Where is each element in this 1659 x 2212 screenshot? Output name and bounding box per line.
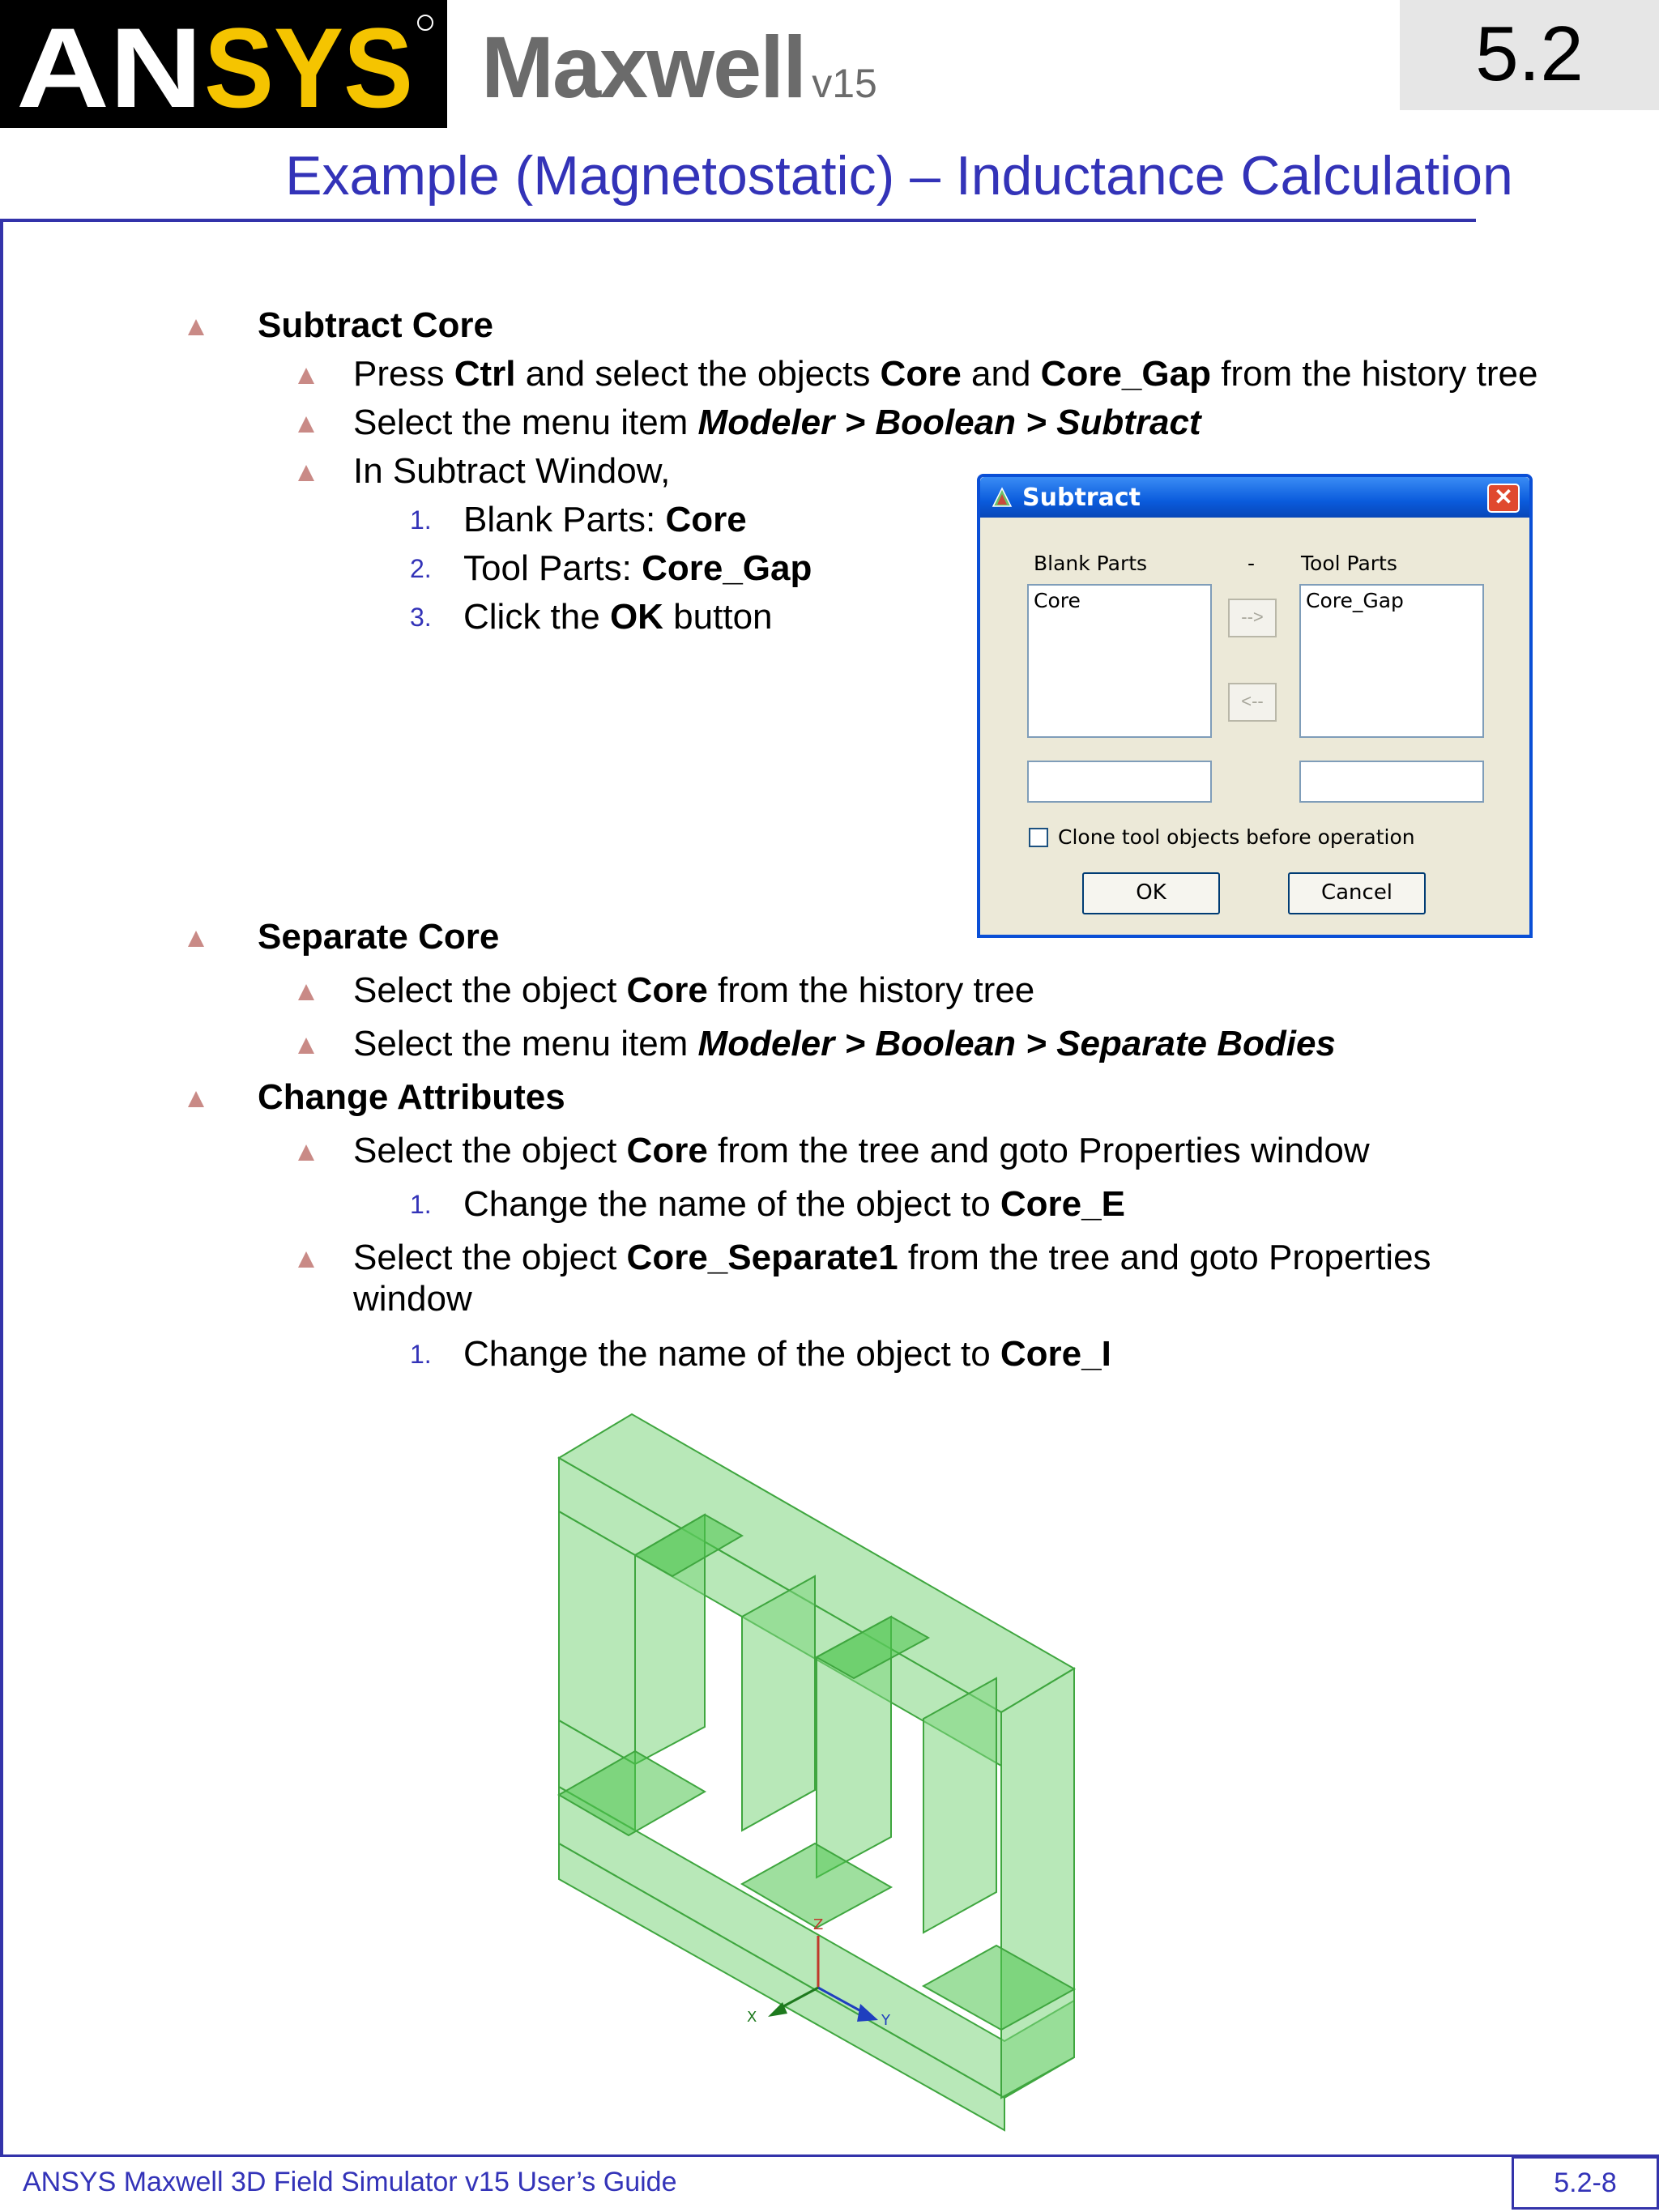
subtract-step-menu: Select the menu item Modeler > Boolean > Subtract — [353, 403, 1201, 442]
bullet-icon — [188, 1091, 204, 1107]
step-tool-parts: Tool Parts: Core_Gap — [463, 548, 812, 588]
svg-text:AN: AN — [16, 4, 203, 128]
blank-parts-list[interactable] — [1027, 584, 1212, 738]
footer-guide-title: ANSYS Maxwell 3D Field Simulator v15 User’s Guide — [23, 2167, 677, 2197]
dialog-titlebar[interactable] — [980, 477, 1529, 518]
separate-step-select: Select the object Core from the history tree — [353, 970, 1035, 1010]
cancel-button[interactable]: Cancel — [1288, 872, 1426, 914]
move-left-button[interactable]: <-- — [1228, 683, 1277, 722]
footer-rule — [0, 2154, 1659, 2157]
step-blank-parts: Blank Parts: Core — [463, 500, 747, 539]
product-version: v15 — [812, 61, 877, 106]
bullet-icon — [298, 1144, 314, 1161]
list-item[interactable]: Core_Gap — [1306, 589, 1404, 612]
rename-core-i: Change the name of the object to Core_I — [463, 1334, 1111, 1374]
bullet-icon — [298, 368, 314, 384]
move-right-button[interactable]: --> — [1228, 599, 1277, 637]
axis-x-label: X — [747, 2009, 757, 2026]
bullet-icon — [188, 319, 204, 335]
section-number: 5.2 — [1475, 11, 1584, 97]
subtract-step-ctrl: Press Ctrl and select the objects Core and Core_Gap from the history tree — [353, 354, 1538, 394]
heading-separate-core: Separate Core — [258, 917, 500, 957]
clone-checkbox[interactable] — [1029, 828, 1048, 847]
page-number: 5.2-8 — [1512, 2156, 1659, 2210]
svg-text:SYS: SYS — [204, 4, 413, 128]
blank-parts-field[interactable] — [1027, 761, 1212, 803]
list-item[interactable]: Core — [1034, 589, 1081, 612]
close-icon[interactable]: ✕ — [1487, 484, 1520, 513]
bullet-icon — [298, 416, 314, 433]
axis-z-label: Z — [813, 1916, 824, 1933]
step-number: 3. — [410, 603, 432, 632]
dash-label: - — [1247, 552, 1256, 575]
tool-parts-list[interactable] — [1299, 584, 1484, 738]
separate-step-menu: Select the menu item Modeler > Boolean > Separate Bodies — [353, 1024, 1336, 1063]
clone-label: Clone tool objects before operation — [1058, 825, 1415, 849]
product-name-text: Maxwell — [481, 18, 806, 116]
tool-parts-field[interactable] — [1299, 761, 1484, 803]
subtract-dialog — [977, 474, 1533, 938]
bullet-icon — [298, 984, 314, 1000]
step-click-ok: Click the OK button — [463, 597, 773, 637]
bullet-icon — [188, 931, 204, 947]
attributes-step-core: Select the object Core from the tree and goto Properties window — [353, 1131, 1370, 1170]
bullet-icon — [298, 1038, 314, 1054]
rename-core-e: Change the name of the object to Core_E — [463, 1184, 1125, 1224]
heading-subtract-core: Subtract Core — [258, 305, 493, 345]
dialog-title: Subtract — [1022, 484, 1141, 512]
attributes-step-separate1: Select the object Core_Separate1 from the tree and goto Properties — [353, 1238, 1431, 1277]
step-number: 2. — [410, 554, 432, 583]
axis-y-label: Y — [881, 2012, 890, 2029]
ansys-logo — [0, 0, 447, 128]
blank-parts-label: Blank Parts — [1034, 552, 1148, 575]
bullet-icon — [298, 1251, 314, 1268]
tool-parts-label: Tool Parts — [1301, 552, 1397, 575]
product-name — [481, 16, 877, 117]
bullet-icon — [298, 465, 314, 481]
subtract-step-window: In Subtract Window, — [353, 451, 671, 491]
heading-change-attributes: Change Attributes — [258, 1077, 565, 1117]
page-title: Example (Magnetostatic) – Inductance Calculation — [285, 145, 1513, 207]
step-number: 1. — [410, 1340, 432, 1369]
step-number: 1. — [410, 505, 432, 535]
step-number: 1. — [410, 1190, 432, 1219]
core-3d-model — [535, 1401, 1102, 2146]
ok-button[interactable]: OK — [1082, 872, 1220, 914]
attributes-step-separate1-cont: window — [353, 1279, 472, 1319]
maxwell-app-icon — [992, 487, 1013, 508]
